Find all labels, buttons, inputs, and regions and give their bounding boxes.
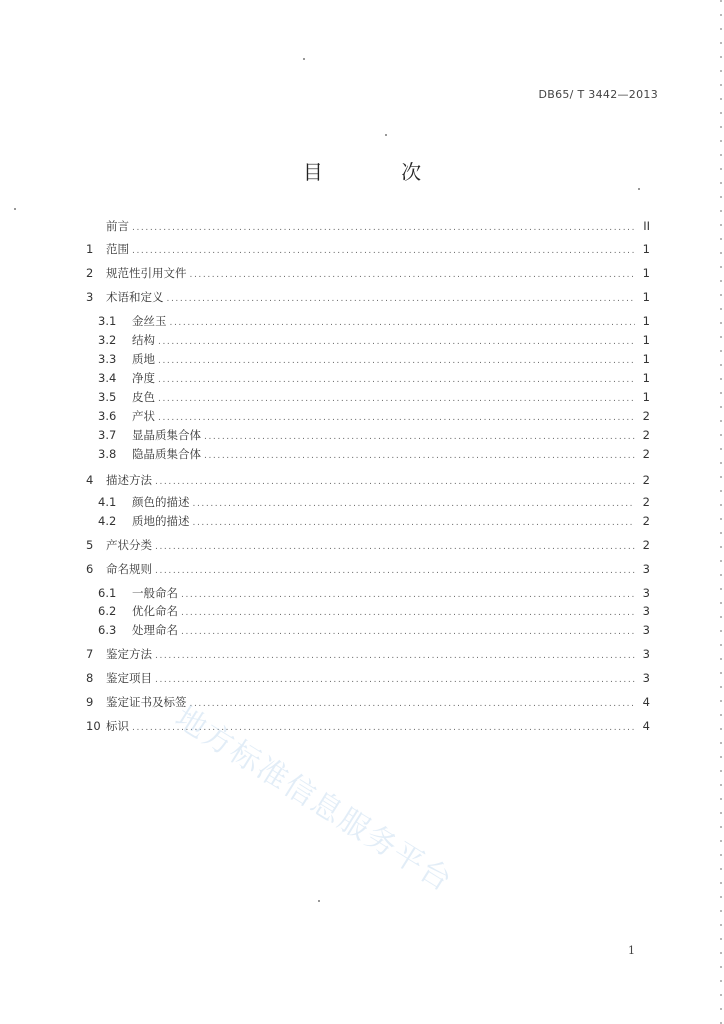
- toc-entry-number: 6.3: [98, 623, 117, 637]
- toc-leader-dots: [190, 699, 636, 709]
- toc-entry-page: 1: [642, 242, 650, 256]
- toc-entry-page: 1: [642, 290, 650, 304]
- toc-entry: [86, 265, 650, 283]
- toc-entry-number: 10: [86, 719, 101, 733]
- toc-entry-label: 净度: [132, 371, 155, 385]
- toc-leader-dots: [158, 394, 635, 404]
- toc-entry: [86, 694, 650, 712]
- scan-speck: [638, 188, 640, 190]
- toc-leader-dots: [155, 542, 635, 552]
- toc-entry-label: 质地的描述: [132, 514, 190, 528]
- toc-entry-page: 3: [642, 586, 650, 600]
- toc-leader-dots: [190, 270, 636, 280]
- toc-entry-label: 标识: [106, 719, 129, 733]
- toc-entry-label: 处理命名: [132, 623, 178, 637]
- toc-entry-number: 7: [86, 647, 94, 661]
- scan-speck: [303, 58, 305, 60]
- toc-entry: [86, 537, 650, 555]
- toc-entry-page: 3: [642, 562, 650, 576]
- toc-entry-number: 2: [86, 266, 94, 280]
- toc-entry-page: 1: [642, 333, 650, 347]
- toc-leader-dots: [167, 294, 636, 304]
- toc-entry-page: 3: [642, 647, 650, 661]
- toc-entry-label: 隐晶质集合体: [132, 447, 201, 461]
- toc-leader-dots: [158, 356, 635, 366]
- toc-entry-number: 6.2: [98, 604, 117, 618]
- toc-leader-dots: [204, 451, 635, 461]
- toc-entry-page: 2: [642, 514, 650, 528]
- toc-entry: [98, 370, 650, 388]
- toc-entry-number: 3.1: [98, 314, 117, 328]
- toc-leader-dots: [193, 518, 636, 528]
- toc-leader-dots: [155, 675, 635, 685]
- scan-speck: [385, 134, 387, 136]
- toc-entry: [86, 646, 650, 664]
- toc-entry-label: 规范性引用文件: [106, 266, 187, 280]
- scan-speck: [318, 900, 320, 902]
- toc-entry-number: 5: [86, 538, 94, 552]
- toc-entry: [86, 241, 650, 259]
- toc-entry-number: 1: [86, 242, 94, 256]
- toc-entry-label: 优化命名: [132, 604, 178, 618]
- toc-entry-label: 质地: [132, 352, 155, 366]
- toc-entry-page: 2: [642, 538, 650, 552]
- toc-entry-label: 前言: [106, 219, 129, 233]
- toc-leader-dots: [181, 608, 635, 618]
- toc-entry: [98, 389, 650, 407]
- toc-entry-label: 术语和定义: [106, 290, 164, 304]
- toc-entry-number: 6: [86, 562, 94, 576]
- toc-entry-page: II: [643, 219, 650, 233]
- toc-entry-number: 6.1: [98, 586, 117, 600]
- toc-entry-number: 3.7: [98, 428, 117, 442]
- toc-entry-page: 4: [642, 719, 650, 733]
- toc-entry-label: 金丝玉: [132, 314, 167, 328]
- toc-entry-label: 描述方法: [106, 473, 152, 487]
- toc-entry-page: 2: [642, 447, 650, 461]
- toc-entry-label: 结构: [132, 333, 155, 347]
- toc-entry-page: 3: [642, 604, 650, 618]
- toc-entry-number: 4.2: [98, 514, 117, 528]
- toc-entry-label: 鉴定项目: [106, 671, 152, 685]
- toc-entry-label: 显晶质集合体: [132, 428, 201, 442]
- toc-entry: [98, 494, 650, 512]
- document-code: DB65/ T 3442—2013: [538, 88, 658, 101]
- toc-entry: [98, 351, 650, 369]
- toc-entry-label: 皮色: [132, 390, 155, 404]
- toc-entry-page: 1: [642, 390, 650, 404]
- toc-entry-number: 3.5: [98, 390, 117, 404]
- toc-entry: [98, 603, 650, 621]
- toc-entry-page: 2: [642, 495, 650, 509]
- binding-edge-marks: [720, 0, 722, 1024]
- watermark: 地方标准信息服务平台: [168, 700, 459, 900]
- toc-entry-number: 3.4: [98, 371, 117, 385]
- page-title: 目 次: [302, 160, 458, 184]
- toc-entry-number: 9: [86, 695, 94, 709]
- toc-entry-label: 产状分类: [106, 538, 152, 552]
- page-number: 1: [628, 944, 635, 957]
- toc-entry-page: 1: [642, 352, 650, 366]
- toc-entry: [86, 289, 650, 307]
- toc-entry: [98, 313, 650, 331]
- toc-entry: [86, 472, 650, 490]
- toc-entry-number: 8: [86, 671, 94, 685]
- toc-entry-page: 1: [642, 314, 650, 328]
- toc-entry-page: 1: [642, 266, 650, 280]
- toc-entry: [86, 218, 650, 236]
- toc-leader-dots: [181, 627, 635, 637]
- toc-entry-number: 4.1: [98, 495, 117, 509]
- toc-leader-dots: [155, 566, 635, 576]
- toc-entry-label: 范围: [106, 242, 129, 256]
- toc-leader-dots: [170, 318, 636, 328]
- toc-entry: [98, 446, 650, 464]
- toc-entry-page: 4: [642, 695, 650, 709]
- toc-entry-page: 3: [642, 671, 650, 685]
- toc-entry: [98, 585, 650, 603]
- toc-entry-page: 3: [642, 623, 650, 637]
- toc-leader-dots: [158, 413, 635, 423]
- toc-leader-dots: [132, 246, 635, 256]
- toc-entry-number: 4: [86, 473, 94, 487]
- toc-entry: [98, 427, 650, 445]
- toc-entry-page: 1: [642, 371, 650, 385]
- toc-entry-number: 3.2: [98, 333, 117, 347]
- toc-entry: [98, 332, 650, 350]
- toc-entry-label: 鉴定方法: [106, 647, 152, 661]
- toc-entry: [98, 408, 650, 426]
- toc-entry-label: 产状: [132, 409, 155, 423]
- toc-entry-page: 2: [642, 409, 650, 423]
- toc-leader-dots: [193, 499, 636, 509]
- toc-entry-page: 2: [642, 473, 650, 487]
- toc-entry: [98, 513, 650, 531]
- toc-entry-number: 3: [86, 290, 94, 304]
- toc-entry: [86, 670, 650, 688]
- toc-leader-dots: [155, 651, 635, 661]
- toc-entry-label: 颜色的描述: [132, 495, 190, 509]
- toc-entry-number: 3.6: [98, 409, 117, 423]
- toc-entry-label: 命名规则: [106, 562, 152, 576]
- toc-entry: [98, 622, 650, 640]
- scan-speck: [14, 208, 16, 210]
- toc-leader-dots: [181, 590, 635, 600]
- toc-leader-dots: [155, 477, 635, 487]
- toc-entry-label: 鉴定证书及标签: [106, 695, 187, 709]
- toc-entry: [86, 561, 650, 579]
- toc-entry-label: 一般命名: [132, 586, 178, 600]
- toc-leader-dots: [132, 223, 635, 233]
- toc-entry-number: 3.3: [98, 352, 117, 366]
- toc-entry-number: 3.8: [98, 447, 117, 461]
- toc-leader-dots: [158, 337, 635, 347]
- toc-leader-dots: [204, 432, 635, 442]
- toc-entry-page: 2: [642, 428, 650, 442]
- toc-leader-dots: [158, 375, 635, 385]
